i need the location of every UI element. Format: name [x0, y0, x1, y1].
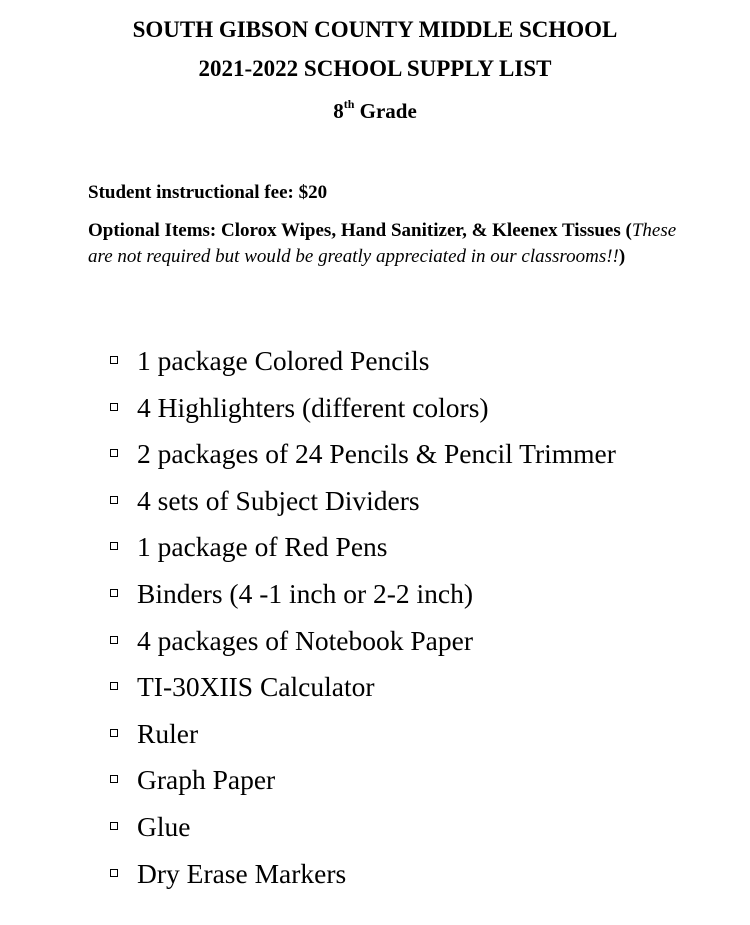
open-paren: (	[625, 220, 632, 241]
square-bullet-icon	[110, 775, 118, 783]
square-bullet-icon	[110, 822, 118, 830]
grade-heading	[0, 99, 750, 124]
supply-list-title: 2021-2022 SCHOOL SUPPLY LIST	[198, 56, 552, 81]
school-name: SOUTH GIBSON COUNTY MIDDLE SCHOOL	[132, 17, 618, 42]
list-item-text: TI-30XIIS Calculator	[137, 671, 375, 703]
optional-items	[88, 218, 678, 270]
square-bullet-icon	[110, 589, 118, 597]
square-bullet-icon	[110, 729, 118, 737]
close-paren: )	[618, 246, 626, 267]
list-item-text: Graph Paper	[137, 764, 276, 796]
list-item-text: 4 Highlighters (different colors)	[137, 391, 489, 423]
square-bullet-icon	[110, 542, 118, 550]
square-bullet-icon	[110, 869, 118, 877]
optional-items-note: These are not required but would be greatly appreciated in our classrooms!!	[88, 220, 677, 267]
list-item-text: Glue	[137, 810, 191, 842]
square-bullet-icon	[110, 403, 118, 411]
grade-word: Grade	[359, 99, 417, 123]
list-item-text: 4 packages of Notebook Paper	[137, 624, 474, 656]
list-item-text: 2 packages of 24 Pencils & Pencil Trimmer	[137, 438, 616, 470]
grade-suffix: th	[343, 97, 355, 111]
square-bullet-icon	[110, 636, 118, 644]
square-bullet-icon	[110, 356, 118, 364]
square-bullet-icon	[110, 496, 118, 504]
list-item-text: 1 package Colored Pencils	[137, 345, 430, 376]
grade-number: 8	[333, 99, 344, 123]
square-bullet-icon	[110, 449, 118, 457]
list-item-text: 1 package of Red Pens	[137, 531, 388, 563]
optional-items-label: Optional Items: Clorox Wipes, Hand Sanitizer, & Kleenex Tissues	[88, 220, 621, 241]
list-item-text: 4 sets of Subject Dividers	[137, 484, 420, 516]
list-item-text: Binders (4 -1 inch or 2-2 inch)	[137, 577, 474, 609]
instructional-fee: Student instructional fee: $20	[88, 182, 328, 203]
list-item-text: Dry Erase Markers	[137, 857, 347, 889]
square-bullet-icon	[110, 682, 118, 690]
list-item-text: Ruler	[137, 717, 199, 749]
